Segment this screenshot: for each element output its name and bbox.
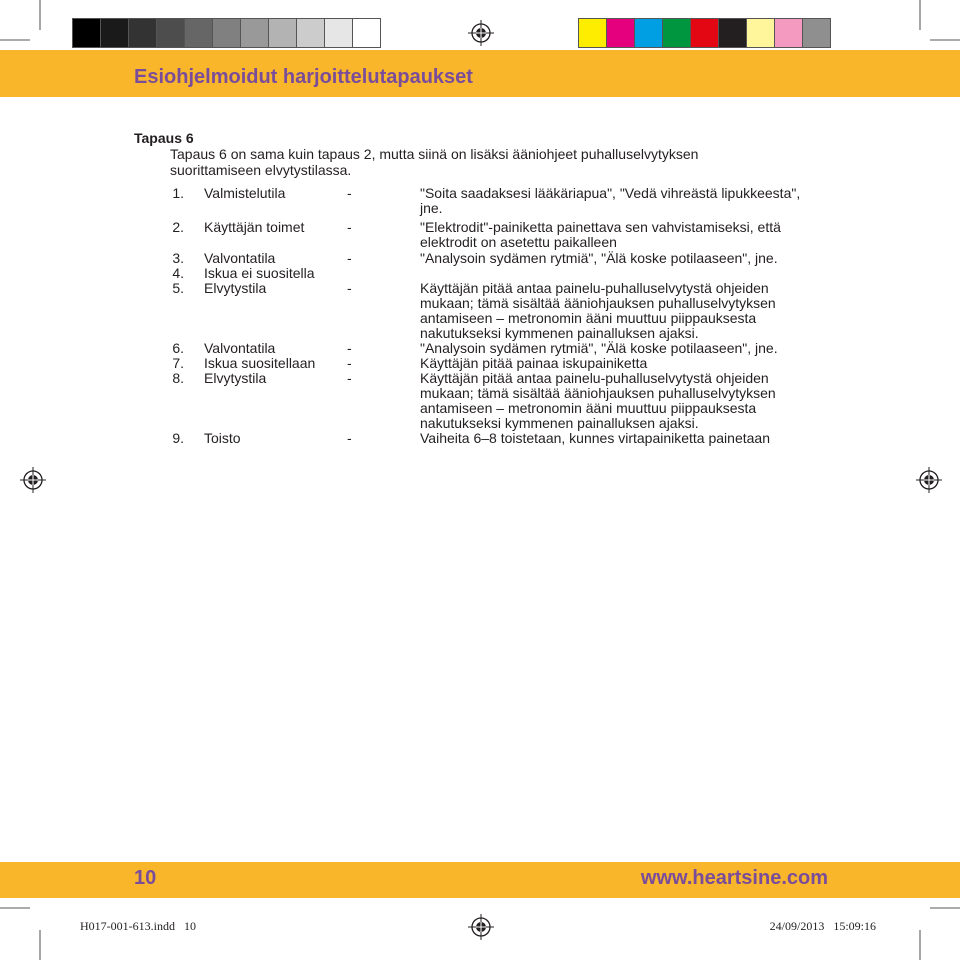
color-swatch [746, 18, 774, 48]
process-color-bar [578, 18, 831, 48]
step-label: Valvontatila [204, 250, 276, 266]
step-dash: - [347, 250, 352, 266]
slug-file: H017-001-613.indd 10 [80, 919, 196, 933]
step-dash: - [347, 370, 352, 386]
grayscale-swatch [128, 18, 156, 48]
grayscale-swatch [184, 18, 212, 48]
color-swatch [606, 18, 634, 48]
step-dash: - [347, 430, 352, 446]
step-number: 4. [172, 265, 184, 281]
step-dash: - [347, 280, 352, 296]
grayscale-color-bar [72, 18, 381, 48]
step-dash: - [347, 185, 352, 201]
website-url: www.heartsine.com [640, 867, 828, 889]
step-number: 6. [172, 340, 184, 356]
step-number: 9. [172, 430, 184, 446]
page-title: Esiohjelmoidut harjoittelutapaukset [134, 66, 473, 88]
step-label: Valvontatila [204, 340, 276, 356]
step-description: "Analysoin sydämen rytmiä", "Älä koske potilaaseen", jne. [420, 250, 778, 266]
grayscale-swatch [324, 18, 352, 48]
step-dash: - [347, 219, 352, 235]
step-number: 2. [172, 219, 184, 235]
slug-timestamp: 24/09/2013 15:09:16 [769, 919, 876, 933]
grayscale-swatch [212, 18, 240, 48]
step-label: Elvytystila [204, 370, 267, 386]
color-swatch [662, 18, 690, 48]
step-description: Käyttäjän pitää antaa painelu-puhalluselvytystä ohjeiden mukaan; tämä sisältää ääniohjauksen puhalluselvytyksen antamiseen – metronomin ääni muuttuu piippauksesta nakutukseksi kymmenen painalluksen ajaksi. [420, 370, 776, 431]
step-description: Käyttäjän pitää antaa painelu-puhalluselvytystä ohjeiden mukaan; tämä sisältää ääniohjauksen puhalluselvytyksen antamiseen – metronomin ääni muuttuu piippauksesta nakutukseksi kymmenen painalluksen ajaksi. [420, 280, 776, 341]
step-number: 1. [172, 185, 184, 201]
step-number: 5. [172, 280, 184, 296]
color-swatch [578, 18, 606, 48]
step-label: Valmistelutila [204, 185, 286, 201]
step-label: Iskua ei suositella [204, 265, 315, 281]
registration-mark-icon [916, 467, 942, 493]
grayscale-swatch [268, 18, 296, 48]
step-number: 3. [172, 250, 184, 266]
grayscale-swatch [156, 18, 184, 48]
grayscale-swatch [100, 18, 128, 48]
grayscale-swatch [296, 18, 324, 48]
step-number: 8. [172, 370, 184, 386]
step-description: "Elektrodit"-painiketta painettava sen vahvistamiseksi, että elektrodit on asetettu paikalleen [420, 219, 781, 250]
step-label: Toisto [204, 430, 241, 446]
step-description: Käyttäjän pitää painaa iskupainiketta [420, 355, 648, 371]
color-swatch [802, 18, 831, 48]
case-title: Tapaus 6 [134, 130, 194, 146]
step-label: Käyttäjän toimet [204, 219, 305, 235]
step-label: Elvytystila [204, 280, 267, 296]
case-intro: Tapaus 6 on sama kuin tapaus 2, mutta siinä on lisäksi ääniohjeet puhalluselvytyksen suorittamiseen elvytystilassa. [170, 146, 699, 178]
step-label: Iskua suositellaan [204, 355, 316, 371]
grayscale-swatch [240, 18, 268, 48]
page-number: 10 [134, 867, 157, 889]
registration-mark-icon [468, 20, 494, 46]
color-swatch [718, 18, 746, 48]
grayscale-swatch [72, 18, 100, 48]
registration-mark-icon [20, 467, 46, 493]
grayscale-swatch [352, 18, 381, 48]
registration-mark-icon [468, 914, 494, 940]
color-swatch [774, 18, 802, 48]
step-description: "Soita saadaksesi lääkäriapua", "Vedä vihreästä lipukkeesta", jne. [420, 185, 801, 216]
step-dash: - [347, 340, 352, 356]
step-dash: - [347, 355, 352, 371]
step-number: 7. [172, 355, 184, 371]
color-swatch [690, 18, 718, 48]
step-description: Vaiheita 6–8 toistetaan, kunnes virtapainiketta painetaan [420, 430, 770, 446]
color-swatch [634, 18, 662, 48]
step-description: "Analysoin sydämen rytmiä", "Älä koske potilaaseen", jne. [420, 340, 778, 356]
